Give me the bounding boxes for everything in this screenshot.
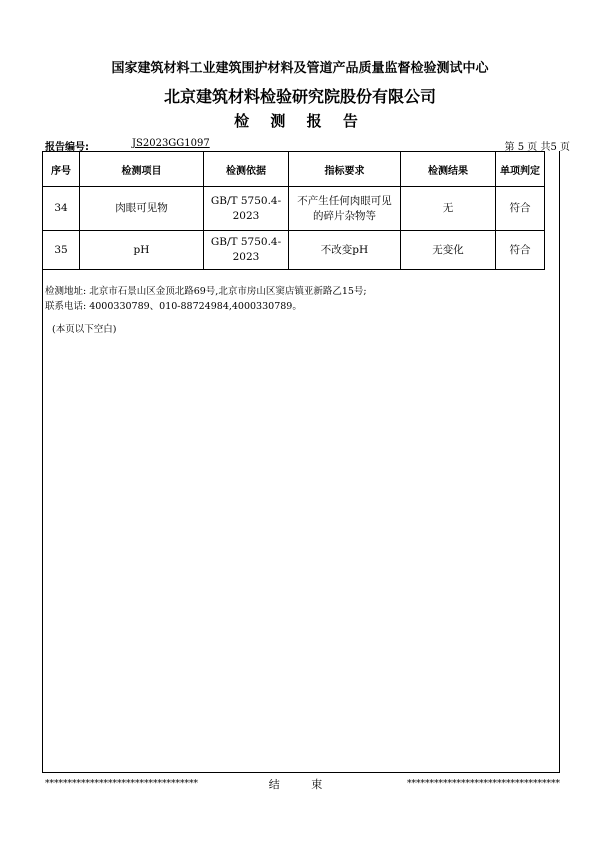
requirement-line: 不产生任何肉眼可见 bbox=[297, 194, 392, 207]
cell-no: 34 bbox=[43, 187, 80, 231]
contact-phone: 联系电话: 4000330789、010-88724984,4000330789。 bbox=[45, 301, 302, 312]
test-address: 检测地址: 北京市石景山区金顶北路69号,北京市房山区窦店镇亚新路乙15号; bbox=[45, 286, 367, 297]
cell-result: 无变化 bbox=[401, 231, 496, 270]
cell-item: pH bbox=[80, 231, 204, 270]
stars-left: ********************************** bbox=[45, 779, 198, 789]
report-title: 检 测 报 告 bbox=[234, 112, 366, 130]
basis-line: 2023 bbox=[232, 251, 260, 263]
cell-verdict: 符合 bbox=[496, 231, 545, 270]
stars-right: ********************************** bbox=[407, 779, 560, 789]
table-header-row bbox=[43, 152, 545, 187]
report-number-label: 报告编号: bbox=[45, 142, 89, 153]
col-header-no: 序号 bbox=[43, 152, 80, 187]
table-row bbox=[43, 187, 545, 231]
contact-info bbox=[45, 284, 367, 314]
result-table bbox=[42, 151, 545, 270]
cell-no: 35 bbox=[43, 231, 80, 270]
col-header-verdict: 单项判定 bbox=[496, 152, 545, 187]
cell-requirement bbox=[289, 187, 401, 231]
page-indicator: 第 5 页 共5 页 bbox=[504, 142, 570, 153]
cell-basis bbox=[204, 187, 289, 231]
col-header-requirement: 指标要求 bbox=[289, 152, 401, 187]
center-title: 国家建筑材料工业建筑围护材料及管道产品质量监督检验测试中心 bbox=[111, 61, 489, 76]
requirement-line: 的碎片杂物等 bbox=[313, 209, 376, 222]
cell-item: 肉眼可见物 bbox=[80, 187, 204, 231]
basis-line: GB/T 5750.4- bbox=[210, 236, 282, 248]
cell-requirement bbox=[289, 231, 401, 270]
col-header-basis: 检测依据 bbox=[204, 152, 289, 187]
end-marker bbox=[45, 776, 560, 792]
cell-basis bbox=[204, 231, 289, 270]
report-meta bbox=[45, 138, 570, 152]
blank-note: (本页以下空白) bbox=[52, 324, 117, 335]
requirement-line: 不改变pH bbox=[320, 243, 369, 256]
basis-line: 2023 bbox=[232, 209, 260, 222]
col-header-result: 检测结果 bbox=[401, 152, 496, 187]
basis-line: GB/T 5750.4- bbox=[210, 194, 282, 207]
cell-result: 无 bbox=[401, 187, 496, 231]
report-number: JS2023GG1097 bbox=[132, 138, 210, 149]
cell-verdict: 符合 bbox=[496, 187, 545, 231]
institute-name: 北京建筑材料检验研究院股份有限公司 bbox=[163, 87, 436, 106]
end-label: 结 束 bbox=[268, 778, 337, 791]
table-row bbox=[43, 231, 545, 270]
col-header-item: 检测项目 bbox=[80, 152, 204, 187]
